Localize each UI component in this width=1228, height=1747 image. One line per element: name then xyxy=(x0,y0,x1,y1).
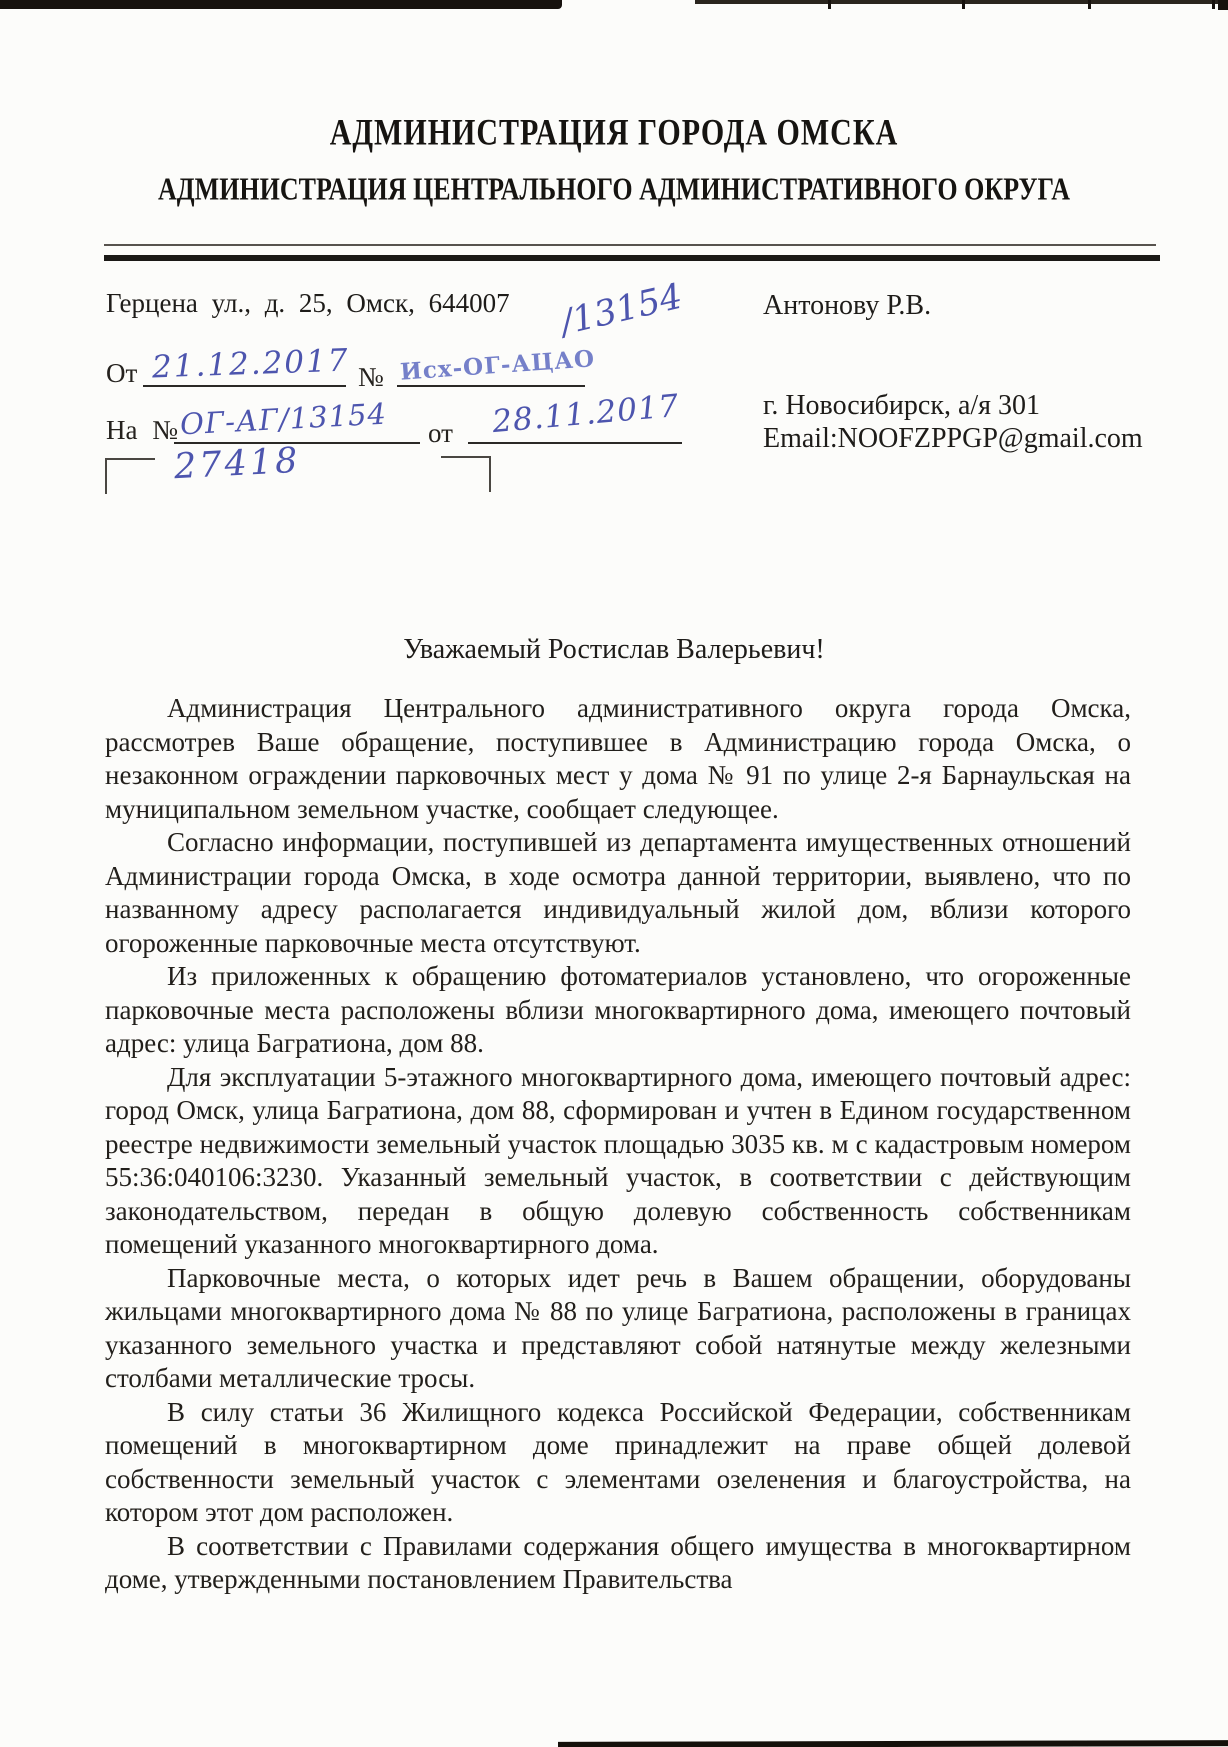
ref-from-label: От xyxy=(106,358,138,388)
body-paragraph: Из приложенных к обращению фотоматериалов установлено, что огороженные парковочные места расположены вблизи многоквартирного дома, имеющего почтовый адрес: улица Багратиона, дом 88. xyxy=(105,961,1131,1058)
salutation: Уважаемый Ростислав Валерьевич! xyxy=(403,634,825,665)
ref-from-date-handwritten: 21.12.2017 xyxy=(151,342,351,386)
body-paragraph: В соответствии с Правилами содержания общего имущества в многоквартирном доме, утвержденными постановлением Правительства xyxy=(105,1530,1131,1594)
scan-artifact-top-left xyxy=(0,0,562,9)
address-zone-corner-right xyxy=(441,456,491,492)
reply-number-handwritten: ОГ-АГ/13154 xyxy=(179,396,388,442)
outgoing-number-handwritten: /13154 xyxy=(557,276,687,344)
organization-subtitle: АДМИНИСТРАЦИЯ ЦЕНТРАЛЬНОГО АДМИНИСТРАТИВНОГО ОКРУГА xyxy=(157,172,1071,207)
registration-number-handwritten: 27418 xyxy=(173,440,302,488)
ref-number-underline xyxy=(397,384,585,387)
address-zone-corner-left xyxy=(105,458,155,494)
scan-artifact-tick xyxy=(828,0,831,9)
reply-date-handwritten: 28.11.2017 xyxy=(490,387,681,441)
outgoing-number-stamp: Исх-ОГ-АЦАО xyxy=(399,345,596,386)
letterhead-rule-thin xyxy=(104,244,1156,246)
recipient-email: Email:NOOFZPPGP@gmail.com xyxy=(763,423,1143,454)
letterhead-rule-thick xyxy=(104,255,1160,261)
reply-date-label: от xyxy=(428,418,453,448)
recipient-city: г. Новосибирск, а/я 301 xyxy=(763,390,1041,421)
scan-artifact-corner xyxy=(1218,0,1228,10)
reply-ref-label: На № xyxy=(106,415,178,445)
body-paragraph: Парковочные места, о которых идет речь в Вашем обращении, оборудованы жильцами многоквартирного дома № 88 по улице Багратиона, расположены в границах указанного земельного участка и представляют собой натянутые между железными столбами металлические тросы. xyxy=(105,1262,1131,1393)
body-paragraph: В силу статьи 36 Жилищного кодекса Российской Федерации, собственникам помещений в многоквартирном доме принадлежит на праве общей долевой собственности земельный участок с элементами озеленения и благоустройства, на котором этот дом расположен. xyxy=(105,1396,1131,1527)
body-paragraph: Для эксплуатации 5-этажного многоквартирного дома, имеющего почтовый адрес: город Омск, улица Багратиона, дом 88, сформирован и учтен в Едином государственном реестре недвижимости земельный участок площадью 3035 кв. м с кадастровым номером 55:36:040106:3230. Указанный земельный участок, в соответствии с действующим законодательством, передан в общую долевую собственность собственникам помещений указанного многоквартирного дома. xyxy=(105,1061,1131,1259)
organization-title: АДМИНИСТРАЦИЯ ГОРОДА ОМСКА xyxy=(329,112,899,154)
reply-date-underline xyxy=(468,441,682,444)
scan-artifact-bottom xyxy=(558,1740,1228,1747)
letter-body xyxy=(105,692,1131,1597)
body-paragraph: Согласно информации, поступившей из департамента имущественных отношений Администрации города Омска, в ходе осмотра данной территории, выявлено, что по названному адресу располагается индивидуальный жилой дом, вблизи которого огороженные парковочные места отсутствуют. xyxy=(105,827,1131,958)
sender-address: Герцена ул., д. 25, Омск, 644007 xyxy=(106,288,510,318)
scan-artifact-tick xyxy=(1088,0,1091,9)
body-paragraph: Администрация Центрального административного округа города Омска, рассмотрев Ваше обращение, поступившее в Администрацию города Омска, о незаконном ограждении парковочных мест у дома № 91 по улице 2-я Барнаульская на муниципальном земельном участке, сообщает следующее. xyxy=(105,693,1131,824)
ref-number-label: № xyxy=(358,362,384,392)
scan-artifact-tick xyxy=(1212,0,1215,9)
recipient-name: Антонову Р.В. xyxy=(763,290,932,321)
scan-artifact-tick xyxy=(962,0,965,9)
